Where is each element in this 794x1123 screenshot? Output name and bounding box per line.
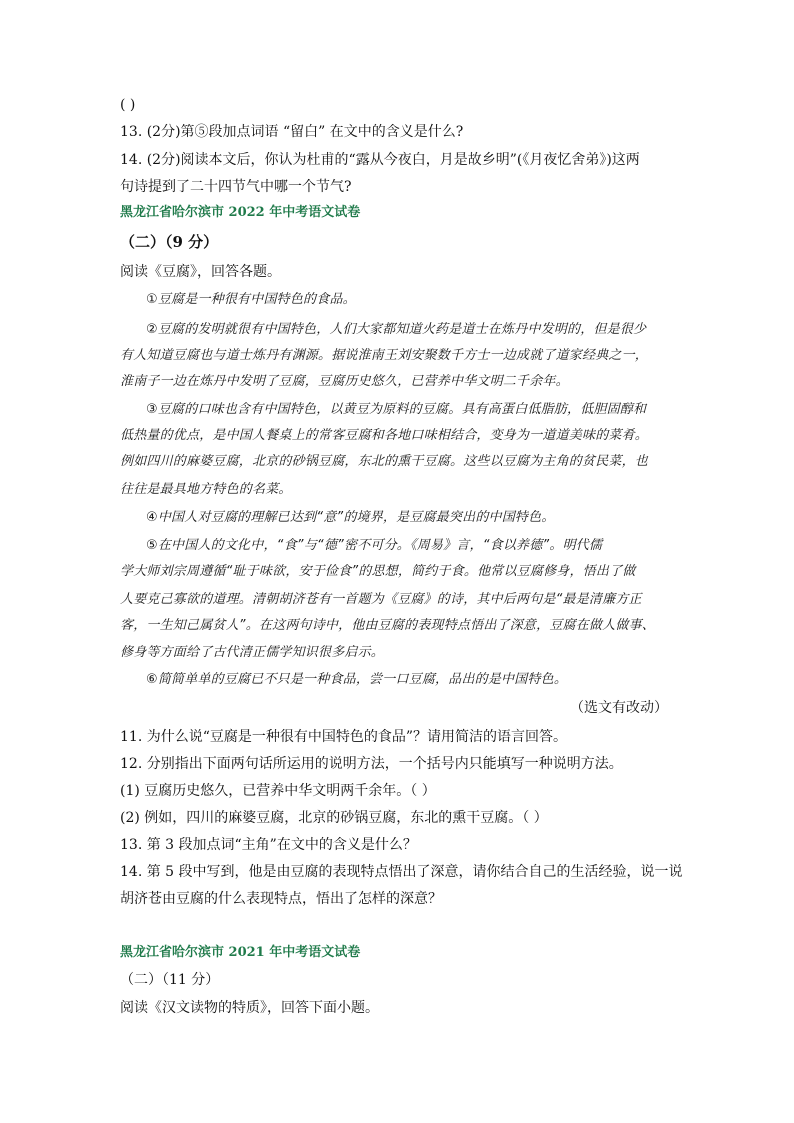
question-14-first-line1: 14. (2分)阅读本文后，你认为杜甫的“露从今夜白，月是故乡明”(《月夜忆舍弟》)这两 (120, 152, 640, 168)
question-13-first: 13. (2分)第⑤段加点词语 “留白” 在文中的含义是什么? (120, 124, 464, 140)
paragraph-5-line3: 人要克己寡欲的道理。清朝胡济苍有一首题为《豆腐》的诗，其中后两句是“最是清廉方正 (120, 592, 642, 607)
paragraph-5-line2: 学大师刘宗周遵循“耻于味欲，安于俭食”的思想，简约于食。他常以豆腐修身，悟出了做 (120, 564, 636, 579)
paragraph-2-line3: 淮南子一边在炼丹中发明了豆腐，豆腐历史悠久，已营养中华文明二千余年。 (120, 374, 569, 389)
section-heading-1: （二）（9 分） (120, 233, 219, 251)
paragraph-5-line5: 修身等方面给了古代清正儒学知识很多启示。 (120, 645, 385, 660)
source-title-2022: 黑龙江省哈尔滨市 2022 年中考语文试卷 (120, 205, 361, 220)
paragraph-3-line4: 往往是最具地方特色的名菜。 (120, 482, 292, 497)
question-11: 11. 为什么说“豆腐是一种很有中国特色的食品”？请用简洁的语言回答。 (120, 729, 568, 745)
paragraph-3-line1: ③豆腐的口味也含有中国特色，以黄豆为原料的豆腐。具有高蛋白低脂肪，低胆固醇和 (146, 402, 647, 417)
question-12: 12. 分别指出下面两句话所运用的说明方法，一个括号内只能填写一种说明方法。 (120, 756, 623, 772)
question-13-second: 13. 第 3 段加点词“主角”在文中的含义是什么？ (120, 837, 417, 853)
paragraph-6: ⑥简简单单的豆腐已不只是一种食品，尝一口豆腐，品出的是中国特色。 (146, 672, 568, 687)
source-title-2021: 黑龙江省哈尔滨市 2021 年中考语文试卷 (120, 945, 361, 960)
reading-intro-1: 阅读《豆腐》，回答各题。 (120, 264, 281, 280)
question-14-second-line1: 14. 第 5 段中写到，他是由豆腐的表现特点悟出了深意，请你结合自己的生活经验，说一说 (120, 864, 683, 880)
paragraph-3-line2: 低热量的优点，是中国人餐桌上的常客豆腐和各地口味相结合，变身为一道道美味的菜肴。 (120, 428, 649, 443)
question-12-item-1: (1) 豆腐历史悠久，已营养中华文明两千余年。（ ） (120, 783, 436, 799)
section-heading-2: （二）（11 分） (120, 972, 220, 988)
paragraph-3-line3: 例如四川的麻婆豆腐，北京的砂锅豆腐，东北的熏干豆腐。这些以豆腐为主角的贫民菜，也 (120, 454, 649, 469)
paragraph-4: ④中国人对豆腐的理解已达到“意”的境界，是豆腐最突出的中国特色。 (146, 510, 555, 525)
question-12-item-2: (2) 例如，四川的麻婆豆腐，北京的砂锅豆腐，东北的熏干豆腐。（ ） (120, 810, 548, 826)
paragraph-2-line2: 有人知道豆腐也与道士炼丹有渊源。据说淮南王刘安聚数千方士一边成就了道家经典之一， (120, 348, 649, 363)
paragraph-5-line4: 客，一生知己属贫人”。在这两句诗中，他由豆腐的表现特点悟出了深意，豆腐在做人做事、 (120, 618, 655, 633)
reading-intro-2: 阅读《汉文读物的特质》，回答下面小题。 (120, 1000, 379, 1016)
answer-parentheses: ( ) (120, 97, 136, 113)
question-14-second-line2: 胡济苍由豆腐的什么表现特点，悟出了怎样的深意？ (120, 891, 442, 907)
paragraph-2-line1: ②豆腐的发明就很有中国特色，人们大家都知道火药是道士在炼丹中发明的，但是很少 (146, 322, 647, 337)
paragraph-1: ①豆腐是一种很有中国特色的食品。 (146, 292, 356, 307)
paragraph-5-line1: ⑤在中国人的文化中，“食”与“德”密不可分。《周易》言，“食以养德”。明代儒 (146, 538, 603, 553)
question-14-first-line2: 句诗提到了二十四节气中哪一个节气? (120, 179, 352, 195)
adaptation-note: （选文有改动） (570, 700, 668, 716)
